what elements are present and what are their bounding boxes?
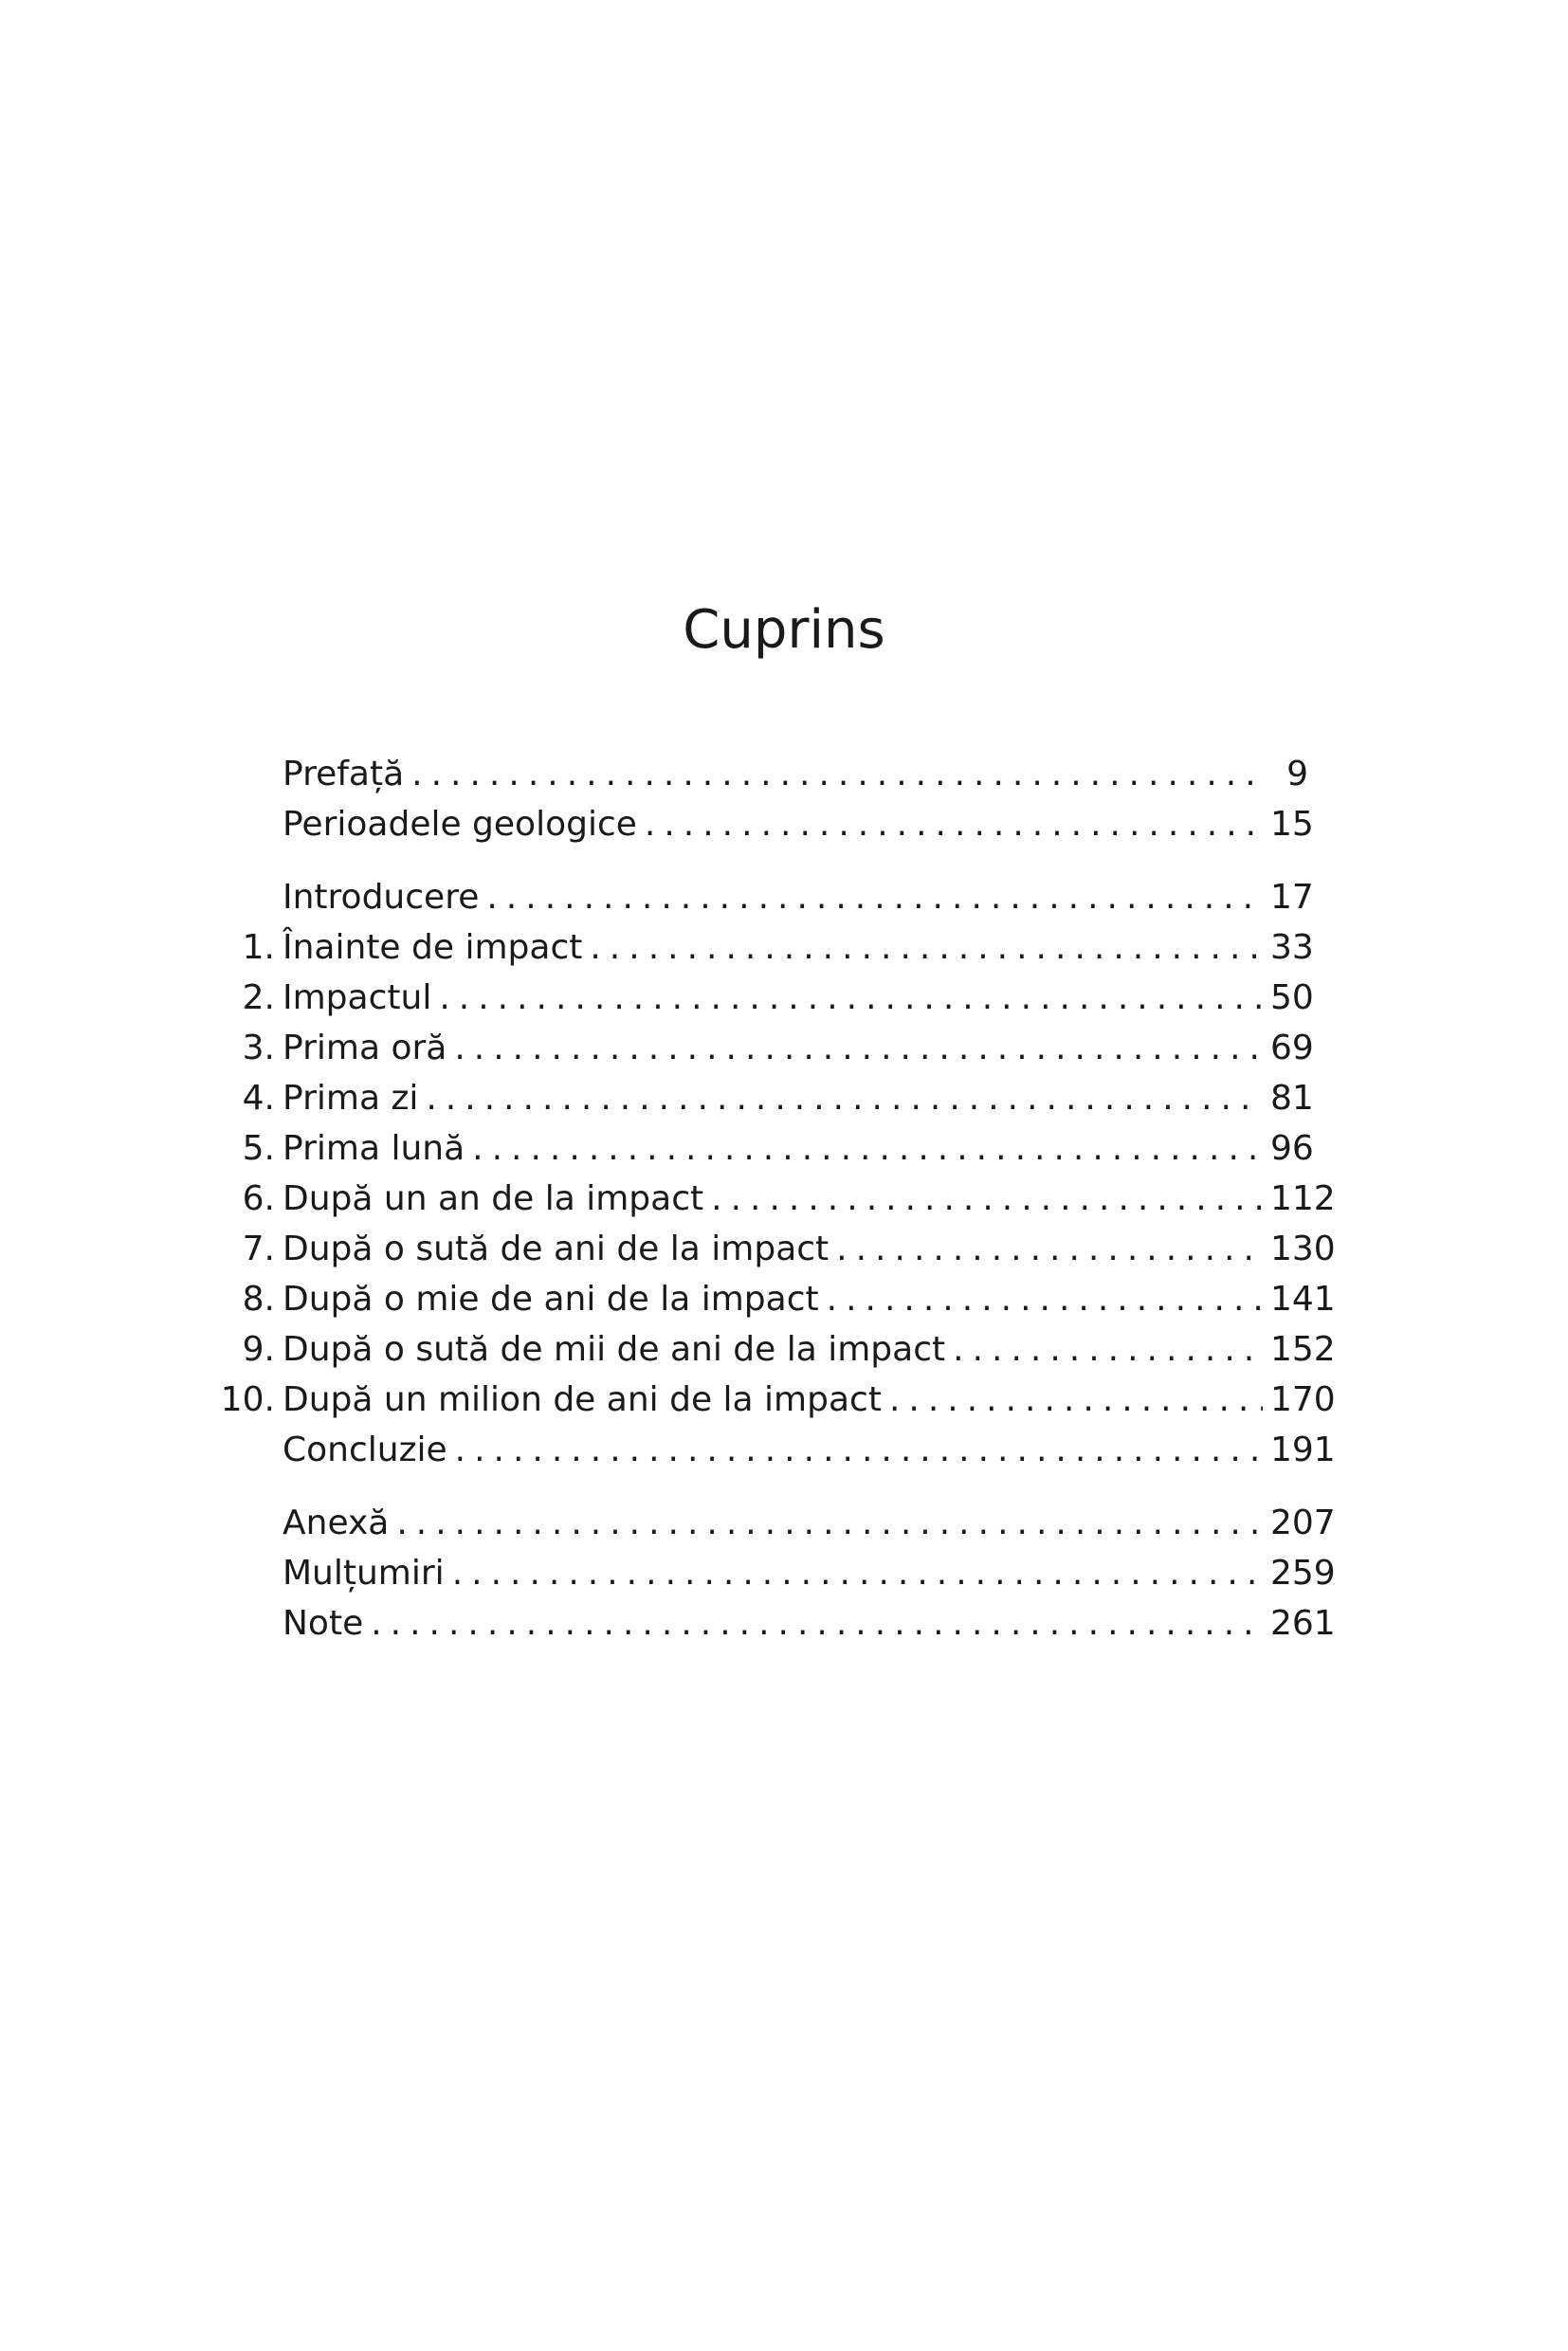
toc-entry bbox=[228, 973, 1314, 1023]
toc-entry bbox=[228, 799, 1314, 849]
entry-title: După un milion de ani de la impact bbox=[283, 1380, 882, 1419]
dot-leader bbox=[889, 1375, 1263, 1425]
toc-entry bbox=[228, 1425, 1336, 1475]
page-number: 152 bbox=[1270, 1330, 1336, 1369]
entry-title: Mulțumiri bbox=[283, 1554, 445, 1593]
dot-leader bbox=[426, 1073, 1263, 1123]
toc-entry bbox=[228, 1023, 1314, 1073]
toc-entry bbox=[228, 1174, 1336, 1224]
entry-title: Impactul bbox=[283, 978, 432, 1017]
entry-title: Concluzie bbox=[283, 1431, 447, 1469]
toc-entry bbox=[228, 922, 1314, 973]
toc-entry bbox=[228, 1073, 1314, 1123]
toc-entry bbox=[220, 1375, 1336, 1425]
entry-title: După o mie de ani de la impact bbox=[283, 1280, 819, 1319]
dot-leader bbox=[711, 1174, 1263, 1224]
entry-title: Anexă bbox=[283, 1504, 390, 1542]
toc-entry bbox=[228, 1123, 1314, 1174]
entry-title: Introducere bbox=[283, 878, 480, 917]
page-number: 170 bbox=[1270, 1380, 1336, 1419]
dot-leader bbox=[486, 872, 1263, 922]
page-number: 33 bbox=[1270, 928, 1314, 967]
page-number: 15 bbox=[1270, 805, 1314, 844]
chapter-number: 8. bbox=[242, 1280, 275, 1319]
dot-leader bbox=[827, 1274, 1263, 1324]
chapter-number: 7. bbox=[242, 1230, 275, 1268]
page-number: 69 bbox=[1270, 1029, 1314, 1067]
dot-leader bbox=[645, 799, 1263, 849]
dot-leader bbox=[411, 749, 1263, 799]
toc-entry bbox=[228, 872, 1314, 922]
page-number: 207 bbox=[1270, 1504, 1336, 1542]
page-title: Cuprins bbox=[683, 598, 885, 661]
entry-title: Prefață bbox=[283, 755, 405, 793]
entry-title: Înainte de impact bbox=[283, 928, 583, 967]
page-number: 259 bbox=[1270, 1554, 1336, 1593]
chapter-number: 6. bbox=[242, 1179, 275, 1218]
page-number: 261 bbox=[1270, 1604, 1336, 1643]
entry-title: Prima oră bbox=[283, 1029, 447, 1067]
dot-leader bbox=[590, 922, 1263, 973]
entry-title: Perioadele geologice bbox=[283, 805, 637, 844]
page-number: 96 bbox=[1270, 1129, 1314, 1168]
toc-entry bbox=[228, 1274, 1336, 1324]
chapter-number: 4. bbox=[242, 1079, 275, 1118]
dot-leader bbox=[371, 1598, 1263, 1649]
page-number: 191 bbox=[1270, 1431, 1336, 1469]
entry-title: Prima zi bbox=[283, 1079, 419, 1118]
page-number: 9 bbox=[1286, 755, 1308, 793]
dot-leader bbox=[452, 1548, 1263, 1598]
toc-entry bbox=[228, 1548, 1336, 1598]
table-of-contents bbox=[220, 749, 1336, 1649]
toc-entry bbox=[228, 1498, 1336, 1548]
chapter-number: 3. bbox=[242, 1029, 275, 1067]
page-number: 81 bbox=[1270, 1079, 1314, 1118]
chapter-number: 9. bbox=[242, 1330, 275, 1369]
toc-entry bbox=[228, 1324, 1336, 1375]
chapter-number: 2. bbox=[242, 978, 275, 1017]
toc-entry bbox=[228, 1598, 1336, 1649]
toc-entry bbox=[228, 1224, 1336, 1274]
chapter-number: 10. bbox=[220, 1380, 275, 1419]
dot-leader bbox=[472, 1123, 1263, 1174]
entry-title: După o sută de ani de la impact bbox=[283, 1230, 830, 1268]
dot-leader bbox=[439, 973, 1263, 1023]
page-number: 17 bbox=[1270, 878, 1314, 917]
toc-entry bbox=[228, 749, 1308, 799]
dot-leader bbox=[396, 1498, 1263, 1548]
entry-title: După o sută de mii de ani de la impact bbox=[283, 1330, 946, 1369]
chapter-number: 1. bbox=[242, 928, 275, 967]
entry-title: Prima lună bbox=[283, 1129, 465, 1168]
dot-leader bbox=[454, 1023, 1263, 1073]
dot-leader bbox=[455, 1425, 1263, 1475]
entry-title: Note bbox=[283, 1604, 364, 1643]
dot-leader bbox=[836, 1224, 1263, 1274]
page-number: 141 bbox=[1270, 1280, 1336, 1319]
page-number: 50 bbox=[1270, 978, 1314, 1017]
page-number: 112 bbox=[1270, 1179, 1336, 1218]
dot-leader bbox=[953, 1324, 1263, 1375]
chapter-number: 5. bbox=[242, 1129, 275, 1168]
entry-title: După un an de la impact bbox=[283, 1179, 704, 1218]
page-number: 130 bbox=[1270, 1230, 1336, 1268]
